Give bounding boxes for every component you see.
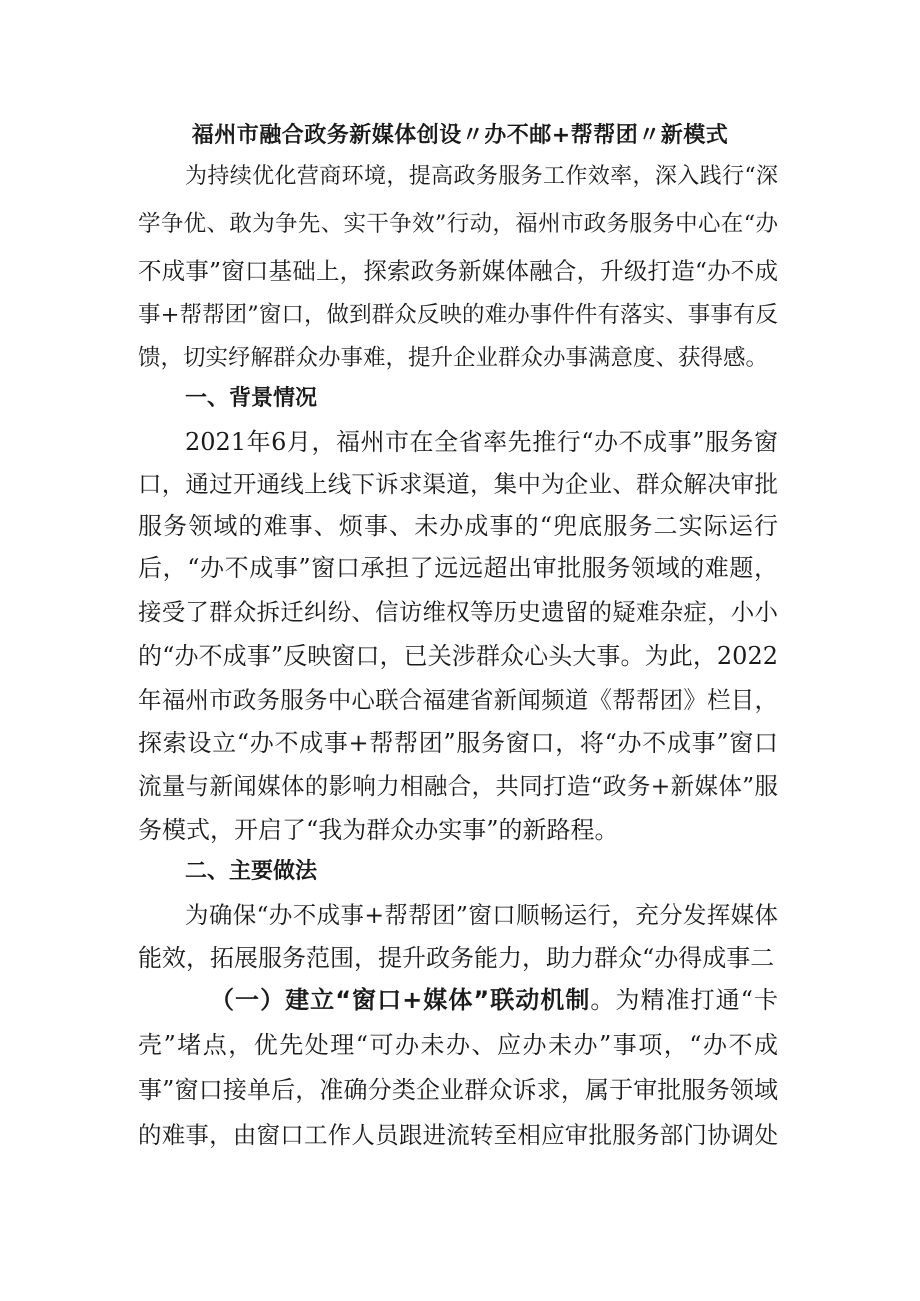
section-1-line-3: 服务领域的难事、烦事、未办成事的“兜底服务二实际运行 bbox=[138, 512, 778, 540]
section-2-line-1: 为确保“办不成事+帮帮团”窗口顺畅运行，充分发挥媒体 bbox=[185, 901, 778, 929]
subsection-1-line-3: 事”窗口接单后，准确分类企业群众诉求，属于审批服务领域 bbox=[138, 1076, 778, 1104]
subsection-1-line-4: 的难事，由窗口工作人员跟进流转至相应审批服务部门协调处 bbox=[138, 1121, 778, 1149]
section-2-heading: 二、主要做法 bbox=[185, 859, 318, 884]
section-1-heading: 一、背景情况 bbox=[185, 386, 318, 411]
subsection-1-lead: （一）建立“窗口+媒体”联动机制 bbox=[210, 986, 591, 1014]
intro-line-2: 学争优、敢为争先、实干争效”行动，福州市政务服务中心在“办 bbox=[138, 211, 778, 237]
subsection-1-first-tail: 。为精准打通“卡 bbox=[590, 986, 778, 1014]
section-1-line-4: 后，“办不成事”窗口承担了远远超出审批服务领域的难题， bbox=[138, 554, 778, 582]
subsection-1-first-line bbox=[210, 985, 778, 1015]
section-1-line-6: 的“办不成事”反映窗口，已关涉群众心头大事。为此，2022 bbox=[138, 642, 778, 670]
subsection-1-line-2: 壳”堵点，优先处理“可办未办、应办未办”事项，“办不成 bbox=[138, 1031, 778, 1059]
section-1-line-9: 流量与新闻媒体的影响力相融合，共同打造“政务+新媒体”服 bbox=[138, 772, 778, 800]
section-1-line-10: 务模式，开启了“我为群众办实事”的新路程。 bbox=[138, 816, 619, 844]
document-title: 福州市融合政务新媒体创设〃办不邮+帮帮团〃新模式 bbox=[191, 123, 729, 148]
intro-line-5: 馈，切实纾解群众办事难，提升企业群众办事满意度、获得感。 bbox=[138, 345, 769, 371]
section-1-line-2: 口，通过开通线上线下诉求渠道，集中为企业、群众解决审批 bbox=[138, 470, 778, 498]
section-1-line-5: 接受了群众拆迁纠纷、信访维权等历史遗留的疑难杂症，小小 bbox=[138, 598, 778, 626]
intro-line-4: 事+帮帮团”窗口，做到群众反映的难办事件件有落实、事事有反 bbox=[138, 302, 778, 328]
intro-line-1: 为持续优化营商环境，提高政务服务工作效率，深入践行“深 bbox=[185, 164, 778, 189]
intro-line-3: 不成事”窗口基础上，探索政务新媒体融合，升级打造“办不成 bbox=[138, 257, 778, 285]
section-1-line-7: 年福州市政务服务中心联合福建省新闻频道《帮帮团》栏目， bbox=[138, 686, 778, 714]
section-2-line-2: 能效，拓展服务范围，提升政务能力，助力群众“办得成事二 bbox=[138, 944, 775, 972]
section-1-line-1: 2021年6月，福州市在全省率先推行“办不成事”服务窗 bbox=[185, 428, 778, 456]
section-1-line-8: 探索设立“办不成事+帮帮团”服务窗口，将“办不成事”窗口 bbox=[138, 729, 778, 757]
